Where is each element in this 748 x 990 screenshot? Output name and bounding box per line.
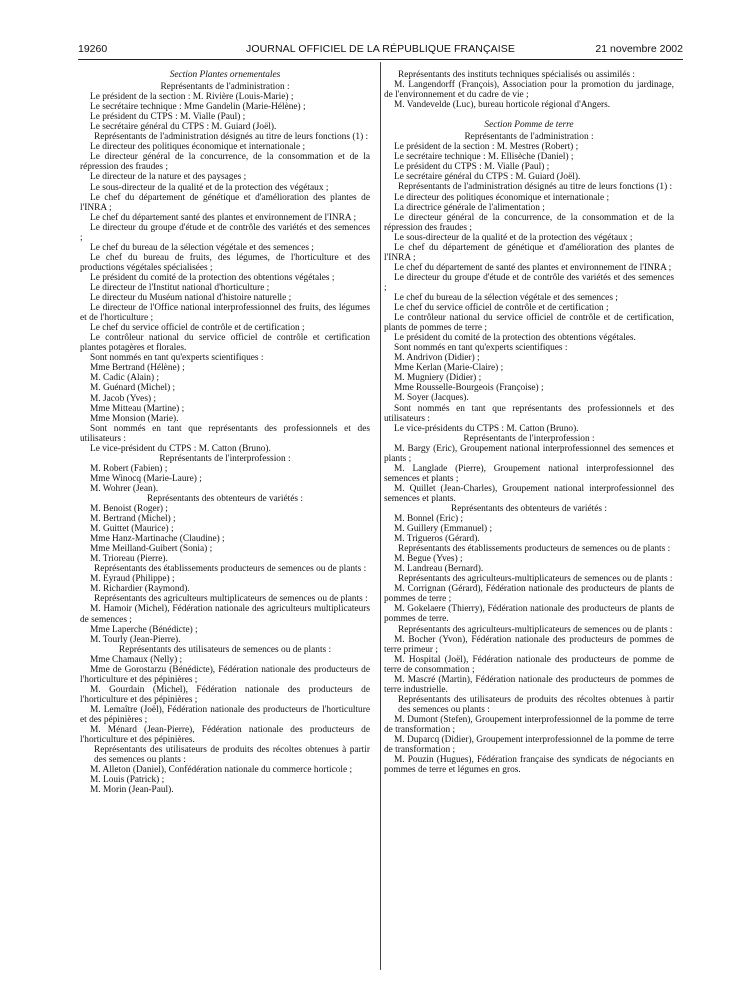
list-entry: M. Morin (Jean-Paul). <box>90 785 174 796</box>
list-entry: M. Soyer (Jacques). <box>394 393 469 404</box>
list-entry: M. Trioreau (Pierre). <box>90 554 168 565</box>
list-entry: M. Cadic (Alain) ; <box>90 373 160 384</box>
list-entry: M. Guénard (Michel) ; <box>90 383 176 394</box>
list-entry: Le président du CTPS : M. Vialle (Paul) ; <box>90 112 246 123</box>
list-entry: M. Vandevelde (Luc), bureau horticole régional d'Angers. <box>394 100 611 111</box>
list-entry: Le directeur de l'Institut national d'horticulture ; <box>90 282 270 293</box>
category-heading: Représentants de l'interprofession : <box>159 453 291 464</box>
category-heading: Représentants des utilisateurs de produits des récoltes obtenues à partir des semences ou plants : <box>398 694 674 715</box>
list-entry: Sont nommés en tant qu'experts scientifiques : <box>90 353 264 364</box>
category-heading: Représentants des instituts techniques spécialisés ou assimilés : <box>398 70 635 80</box>
list-entry: M. Gourdain (Michel), Fédération nationale des producteurs de l'horticulture et des pépinières ; <box>80 684 370 705</box>
list-entry: Le président de la section : M. Mestres (Robert) ; <box>394 142 579 153</box>
category-heading: Représentants de l'administration : <box>464 132 594 143</box>
journal-title: JOURNAL OFFICIEL DE LA RÉPUBLIQUE FRANÇAISE <box>246 43 515 55</box>
page-header <box>78 43 683 57</box>
column-divider <box>380 62 381 970</box>
section-heading: Section Pomme de terre <box>484 120 574 131</box>
list-entry: M. Dumont (Stefen), Groupement interprofessionnel de la pomme de terre de transformation ; <box>384 714 674 735</box>
category-heading: Représentants de l'administration désignés au titre de leurs fonctions (1) : <box>94 132 369 143</box>
list-entry: Le contrôleur national du service officiel de contrôle et certification plantes potagères et florales. <box>80 333 370 354</box>
list-entry: M. Gokelaere (Thierry), Fédération nationale des producteurs de plants de pommes de terre. <box>384 604 674 625</box>
list-entry: M. Richardier (Raymond). <box>90 584 190 595</box>
list-entry: M. Tourly (Jean-Pierre). <box>90 634 181 645</box>
list-entry: M. Andrivon (Didier) ; <box>394 353 480 364</box>
list-entry: Le vice-présidents du CTPS : M. Catton (Bruno). <box>394 423 579 434</box>
list-entry: Le chef du département de santé des plantes et environnement de l'INRA ; <box>394 262 672 273</box>
list-entry: M. Hamoir (Michel), Fédération nationale des agriculteurs multiplicateurs de semences ; <box>80 604 370 625</box>
category-heading: Représentants des établissements producteurs de semences ou de plants : <box>94 564 367 575</box>
list-entry: Le sous-directeur de la qualité et de la protection des végétaux ; <box>394 232 633 243</box>
category-heading: Représentants des agriculteurs-multiplicateurs de semences ou de plants : <box>398 574 673 585</box>
list-entry: Le chef du bureau de la sélection végétale et des semences ; <box>90 242 314 253</box>
list-entry: M. Bargy (Eric), Groupement national interprofessionnel des semences et plants ; <box>384 443 674 464</box>
list-entry: Mme Mitteau (Martine) ; <box>90 403 185 414</box>
list-entry: Le chef du bureau de fruits, des légumes, de l'horticulture et des productions végétales spécialisées ; <box>80 252 370 273</box>
list-entry: Mme Winocq (Marie-Laure) ; <box>90 473 202 484</box>
list-entry: Le secrétaire général du CTPS : M. Guiard (Joël). <box>90 122 277 133</box>
category-heading: Représentants de l'administration désignés au titre de leurs fonctions (1) : <box>398 182 673 193</box>
list-entry: M. Jacob (Yves) ; <box>90 393 157 404</box>
page-number: 19260 <box>78 43 108 55</box>
list-entry: Le contrôleur national du service officiel de contrôle et de certification, plants de pommes de terre ; <box>384 313 674 334</box>
list-entry: M. Pouzin (Hugues), Fédération française des syndicats de négociants en pommes de terre et légumes en gros. <box>384 755 674 776</box>
list-entry: Le secrétaire général du CTPS : M. Guiard (Joël). <box>394 172 581 183</box>
list-entry: Mme Rousselle-Bourgeois (Françoise) ; <box>394 383 544 394</box>
list-entry: M. Corrignan (Gérard), Fédération nationale des producteurs de plants de pommes de terre ; <box>384 584 674 605</box>
category-heading: Représentants des agriculteurs-multiplicateurs de semences ou de plants : <box>398 624 673 635</box>
right-column <box>384 70 674 775</box>
list-entry: M. Langlade (Pierre), Groupement national interprofessionnel des semences et plants ; <box>384 463 674 484</box>
list-entry: M. Langendorff (François), Association pour la promotion du jardinage, de l'environnement et du cadre de vie ; <box>384 80 674 101</box>
list-entry: M. Landreau (Bernard). <box>394 564 484 575</box>
list-entry: Sont nommés en tant qu'experts scientifiques : <box>394 343 568 354</box>
list-entry: M. Robert (Fabien) ; <box>90 463 168 474</box>
list-entry: Le président du comité de la protection des obtentions végétales ; <box>90 272 335 283</box>
list-entry: Mme Bertrand (Hélène) ; <box>90 363 185 374</box>
category-heading: Représentants des agriculteurs multiplicateurs de semences ou de plants : <box>94 594 368 605</box>
category-heading: Représentants des obtenteurs de variétés : <box>147 493 303 504</box>
list-entry: Le directeur général de la concurrence, de la consommation et de la répression des fraudes ; <box>384 212 674 233</box>
list-entry: Le président du CTPS : M. Vialle (Paul) ; <box>394 162 550 173</box>
list-entry: M. Benoist (Roger) ; <box>90 504 168 515</box>
list-entry: Le directeur du groupe d'étude et de contrôle des variétés et des semences ; <box>384 272 674 293</box>
list-entry: M. Bocher (Yvon), Fédération nationale des producteurs de pommes de terre primeur ; <box>384 634 674 655</box>
category-heading: Représentants de l'administration : <box>160 82 290 93</box>
list-entry: Mme Kerlan (Marie-Claire) ; <box>394 363 504 374</box>
list-entry: Mme de Gorostarzu (Bénédicte), Fédération nationale des producteurs de l'horticulture et des pépinières ; <box>80 664 370 685</box>
list-entry: M. Hospital (Joël), Fédération nationale des producteurs de pomme de terre de consommation ; <box>384 654 674 675</box>
list-entry: M. Wohrer (Jean). <box>90 483 159 494</box>
list-entry: M. Begue (Yves) ; <box>394 554 463 565</box>
section-heading: Section Plantes ornementales <box>169 70 281 80</box>
list-entry: M. Alleton (Daniel), Confédération nationale du commerce horticole ; <box>90 765 353 776</box>
list-entry: Le président du comité de la protection des obtentions végétales. <box>394 333 636 344</box>
list-entry: Le secrétaire technique : Mme Gandelin (Marie-Hélène) ; <box>90 102 306 113</box>
header-rule <box>78 59 683 60</box>
list-entry: Le directeur des politiques économique et internationale ; <box>90 142 306 153</box>
list-entry: M. Quillet (Jean-Charles), Groupement national interprofessionnel des semences et plants. <box>384 483 674 504</box>
list-entry: M. Ménard (Jean-Pierre), Fédération nationale des producteurs de l'horticulture et des pépinières. <box>80 725 370 746</box>
list-entry: Mme Chamaux (Nelly) ; <box>90 654 183 665</box>
list-entry: Le directeur de la nature et des paysages ; <box>90 172 247 183</box>
list-entry: Le vice-président du CTPS : M. Catton (Bruno). <box>90 443 271 454</box>
category-heading: Représentants des établissements producteurs de semences ou de plants : <box>398 544 671 555</box>
list-entry: M. Guittet (Maurice) ; <box>90 524 174 535</box>
left-column <box>80 70 370 795</box>
list-entry: Le directeur général de la concurrence, de la consommation et de la répression des fraudes ; <box>80 152 370 173</box>
list-entry: Le directeur du groupe d'étude et de contrôle des variétés et des semences ; <box>80 222 370 243</box>
list-entry: Le secrétaire technique : M. Ellisèche (Daniel) ; <box>394 152 574 163</box>
category-heading: Représentants des utilisateurs de produits des récoltes obtenues à partir des semences ou plants : <box>94 745 370 766</box>
list-entry: Mme Meilland-Guibert (Sonia) ; <box>90 544 213 555</box>
list-entry: M. Lemaître (Joël), Fédération nationale des producteurs de l'horticulture et des pépinières ; <box>80 704 370 725</box>
list-entry: Sont nommés en tant que représentants des professionnels et des utilisateurs : <box>384 403 674 424</box>
list-entry: M. Eyraud (Philippe) ; <box>90 574 175 585</box>
list-entry: M. Bonnel (Eric) ; <box>394 514 464 525</box>
list-entry: Le chef du département de génétique et d'amélioration des plantes de l'INRA ; <box>384 242 674 263</box>
list-entry: Le chef du service officiel de contrôle et de certification ; <box>394 303 609 314</box>
category-heading: Représentants des utilisateurs de semences ou de plants : <box>118 644 332 655</box>
list-entry: Le chef du département santé des plantes et environnement de l'INRA ; <box>90 212 357 223</box>
list-entry: Mme Monsion (Marie). <box>90 413 179 424</box>
list-entry: M. Trigueros (Gérard). <box>394 534 480 545</box>
list-entry: Le directeur du Muséum national d'histoire naturelle ; <box>90 293 292 304</box>
category-heading: Représentants des obtenteurs de variétés : <box>451 503 607 514</box>
list-entry: Mme Hanz-Martinache (Claudine) ; <box>90 534 225 545</box>
list-entry: M. Mugniery (Didier) ; <box>394 373 482 384</box>
list-entry: M. Mascré (Martin), Fédération nationale des producteurs de pommes de terre industrielle. <box>384 674 674 695</box>
list-entry: Le chef du bureau de la sélection végétale et des semences ; <box>394 292 618 303</box>
category-heading: Représentants de l'interprofession : <box>463 433 595 444</box>
list-entry: M. Guillery (Emmanuel) ; <box>394 524 493 535</box>
publication-date: 21 novembre 2002 <box>595 43 683 55</box>
list-entry: M. Bertrand (Michel) ; <box>90 514 176 525</box>
list-entry: Le sous-directeur de la qualité et de la protection des végétaux ; <box>90 182 329 193</box>
list-entry: Sont nommés en tant que représentants des professionnels et des utilisateurs : <box>80 423 370 444</box>
list-entry: M. Duparcq (Didier), Groupement interprofessionnel de la pomme de terre de transformation ; <box>384 735 674 756</box>
list-entry: Mme Laperche (Bénédicte) ; <box>90 624 198 635</box>
list-entry: Le directeur de l'Office national interprofessionnel des fruits, des légumes et de l'horticulture ; <box>80 303 370 324</box>
list-entry: M. Louis (Patrick) ; <box>90 775 165 786</box>
list-entry: Le directeur des politiques économique et internationale ; <box>394 192 610 203</box>
list-entry: Le président de la section : M. Rivière (Louis-Marie) ; <box>90 92 294 103</box>
list-entry: La directrice générale de l'alimentation ; <box>394 202 545 213</box>
list-entry: Le chef du département de génétique et d'amélioration des plantes de l'INRA ; <box>80 192 370 213</box>
list-entry: Le chef du service officiel de contrôle et de certification ; <box>90 323 305 334</box>
